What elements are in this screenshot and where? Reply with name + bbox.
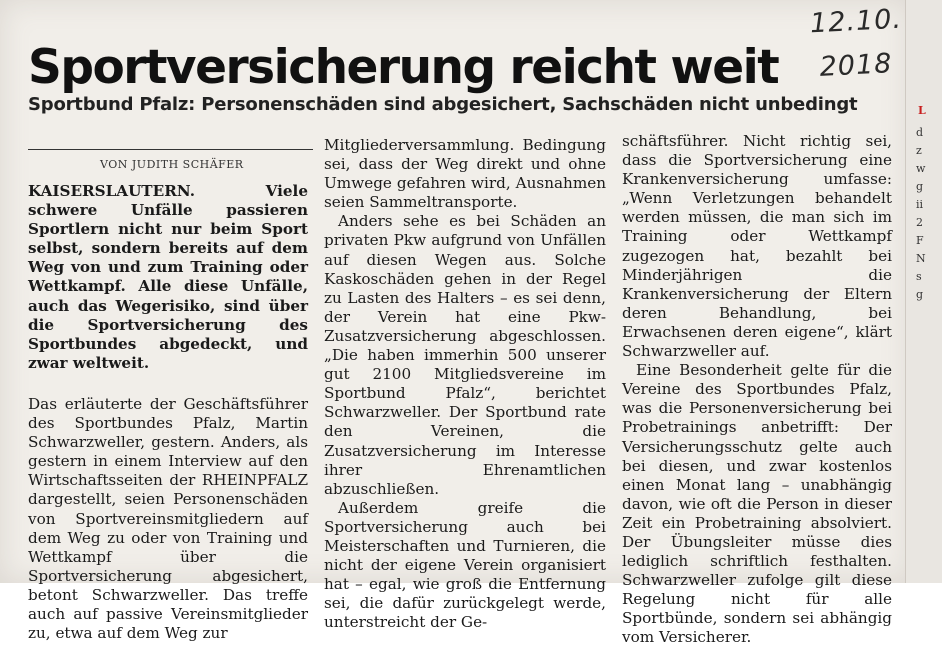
handwritten-date-day: 12.10. <box>809 3 903 40</box>
edge-fragment: g <box>916 180 924 193</box>
edge-fragment: L <box>918 104 926 117</box>
body-paragraph: Mitgliederversammlung. Bedingung sei, dass der Weg direkt und ohne Umwege gefahren wird, Ausnahmen seien Sammeltransporte. <box>324 136 606 212</box>
adjacent-article-edge <box>905 0 942 583</box>
body-paragraph: Außerdem greife die Sportversicherung auch bei Meisterschaften und Turnieren, die nicht der eigene Verein organisiert hat – egal, wie groß die Entfernung sei, die dafür zurückgelegt werde, unterstreicht der Ge- <box>324 498 606 632</box>
article-column-3 <box>622 132 892 648</box>
article-column-2 <box>324 136 606 632</box>
byline: VON JUDITH SCHÄFER <box>100 158 244 171</box>
edge-fragment: N <box>916 252 926 265</box>
edge-fragment: w <box>916 162 926 175</box>
edge-fragment: d <box>916 126 924 139</box>
headline: Sportversicherung reicht weit <box>28 40 779 95</box>
edge-fragment: z <box>916 144 922 157</box>
edge-fragment: F <box>916 234 924 247</box>
body-paragraph: Eine Besonderheit gelte für die Vereine des Sportbundes Pfalz, was die Personenversicherung bei Probetrainings anbetrifft: Der Versicherungsschutz gelte auch bei diesen, und zwar kostenlos einen Monat lang – unabhängig davon, wie oft die Person in dieser Zeit ein Probetraining absolviert. Der Übungsleiter müsse dies lediglich schriftlich festhalten. Schwarzweller zufolge gilt diese Regelung nicht für alle Sportbünde, sondern sei abhängig vom Versicherer. <box>622 361 892 647</box>
body-paragraph: Anders sehe es bei Schäden an privaten Pkw aufgrund von Unfällen auf diesen Wegen aus. Solche Kaskoschäden gehen in der Regel zu Lasten des Halters – es sei denn, der Verein hat eine Pkw-Zusatzversicherung abgeschlossen. „Die haben immerhin 500 unserer gut 2100 Mitgliedsvereine im Sportbund Pfalz“, berichtet Schwarzweller. Der Sportbund rate den Vereinen, die Zusatzversicherung im Interesse ihrer Ehrenamtlichen abzuschließen. <box>324 212 606 498</box>
edge-fragment: 2 <box>916 216 923 229</box>
edge-fragment: g <box>916 288 924 301</box>
body-paragraph: Das erläuterte der Geschäftsführer des Sportbundes Pfalz, Martin Schwarzweller, gestern. Anders, als gestern in einem Interview auf den Wirtschaftsseiten der RHEINPFALZ dargestellt, seien Personenschäden von Sportvereinsmitgliedern auf dem Weg zu oder von Training und Wettkampf über die Sportversicherung abgesichert, betont Schwarzweller. Das treffe auch auf passive Vereinsmitglieder zu, etwa auf dem Weg zur <box>28 394 308 643</box>
byline-divider <box>28 149 313 150</box>
edge-fragment: ii <box>916 198 924 211</box>
handwritten-date-year: 2018 <box>818 48 894 83</box>
subheadline: Sportbund Pfalz: Personenschäden sind abgesichert, Sachschäden nicht unbedingt <box>28 94 858 115</box>
article-column-1 <box>28 182 308 643</box>
edge-fragment: s <box>916 270 922 283</box>
body-paragraph: schäftsführer. Nicht richtig sei, dass die Sportversicherung eine Krankenversicherung umfasse: „Wenn Verletzungen behandelt werden müssen, die man sich im Training oder Wettkampf zugezogen hat, bezahlt bei Minderjährigen die Krankenversicherung der Eltern deren Behandlung, bei Erwachsenen deren eigene“, klärt Schwarzweller auf. <box>622 132 892 361</box>
lead-paragraph: KAISERSLAUTERN. Viele schwere Unfälle passieren Sportlern nicht nur beim Sport selbst, sondern bereits auf dem Weg von und zum Training oder Wettkampf. Alle diese Unfälle, auch das Wegerisiko, sind über die Sportversicherung des Sportbundes abgedeckt, und zwar weltweit. <box>28 182 308 372</box>
